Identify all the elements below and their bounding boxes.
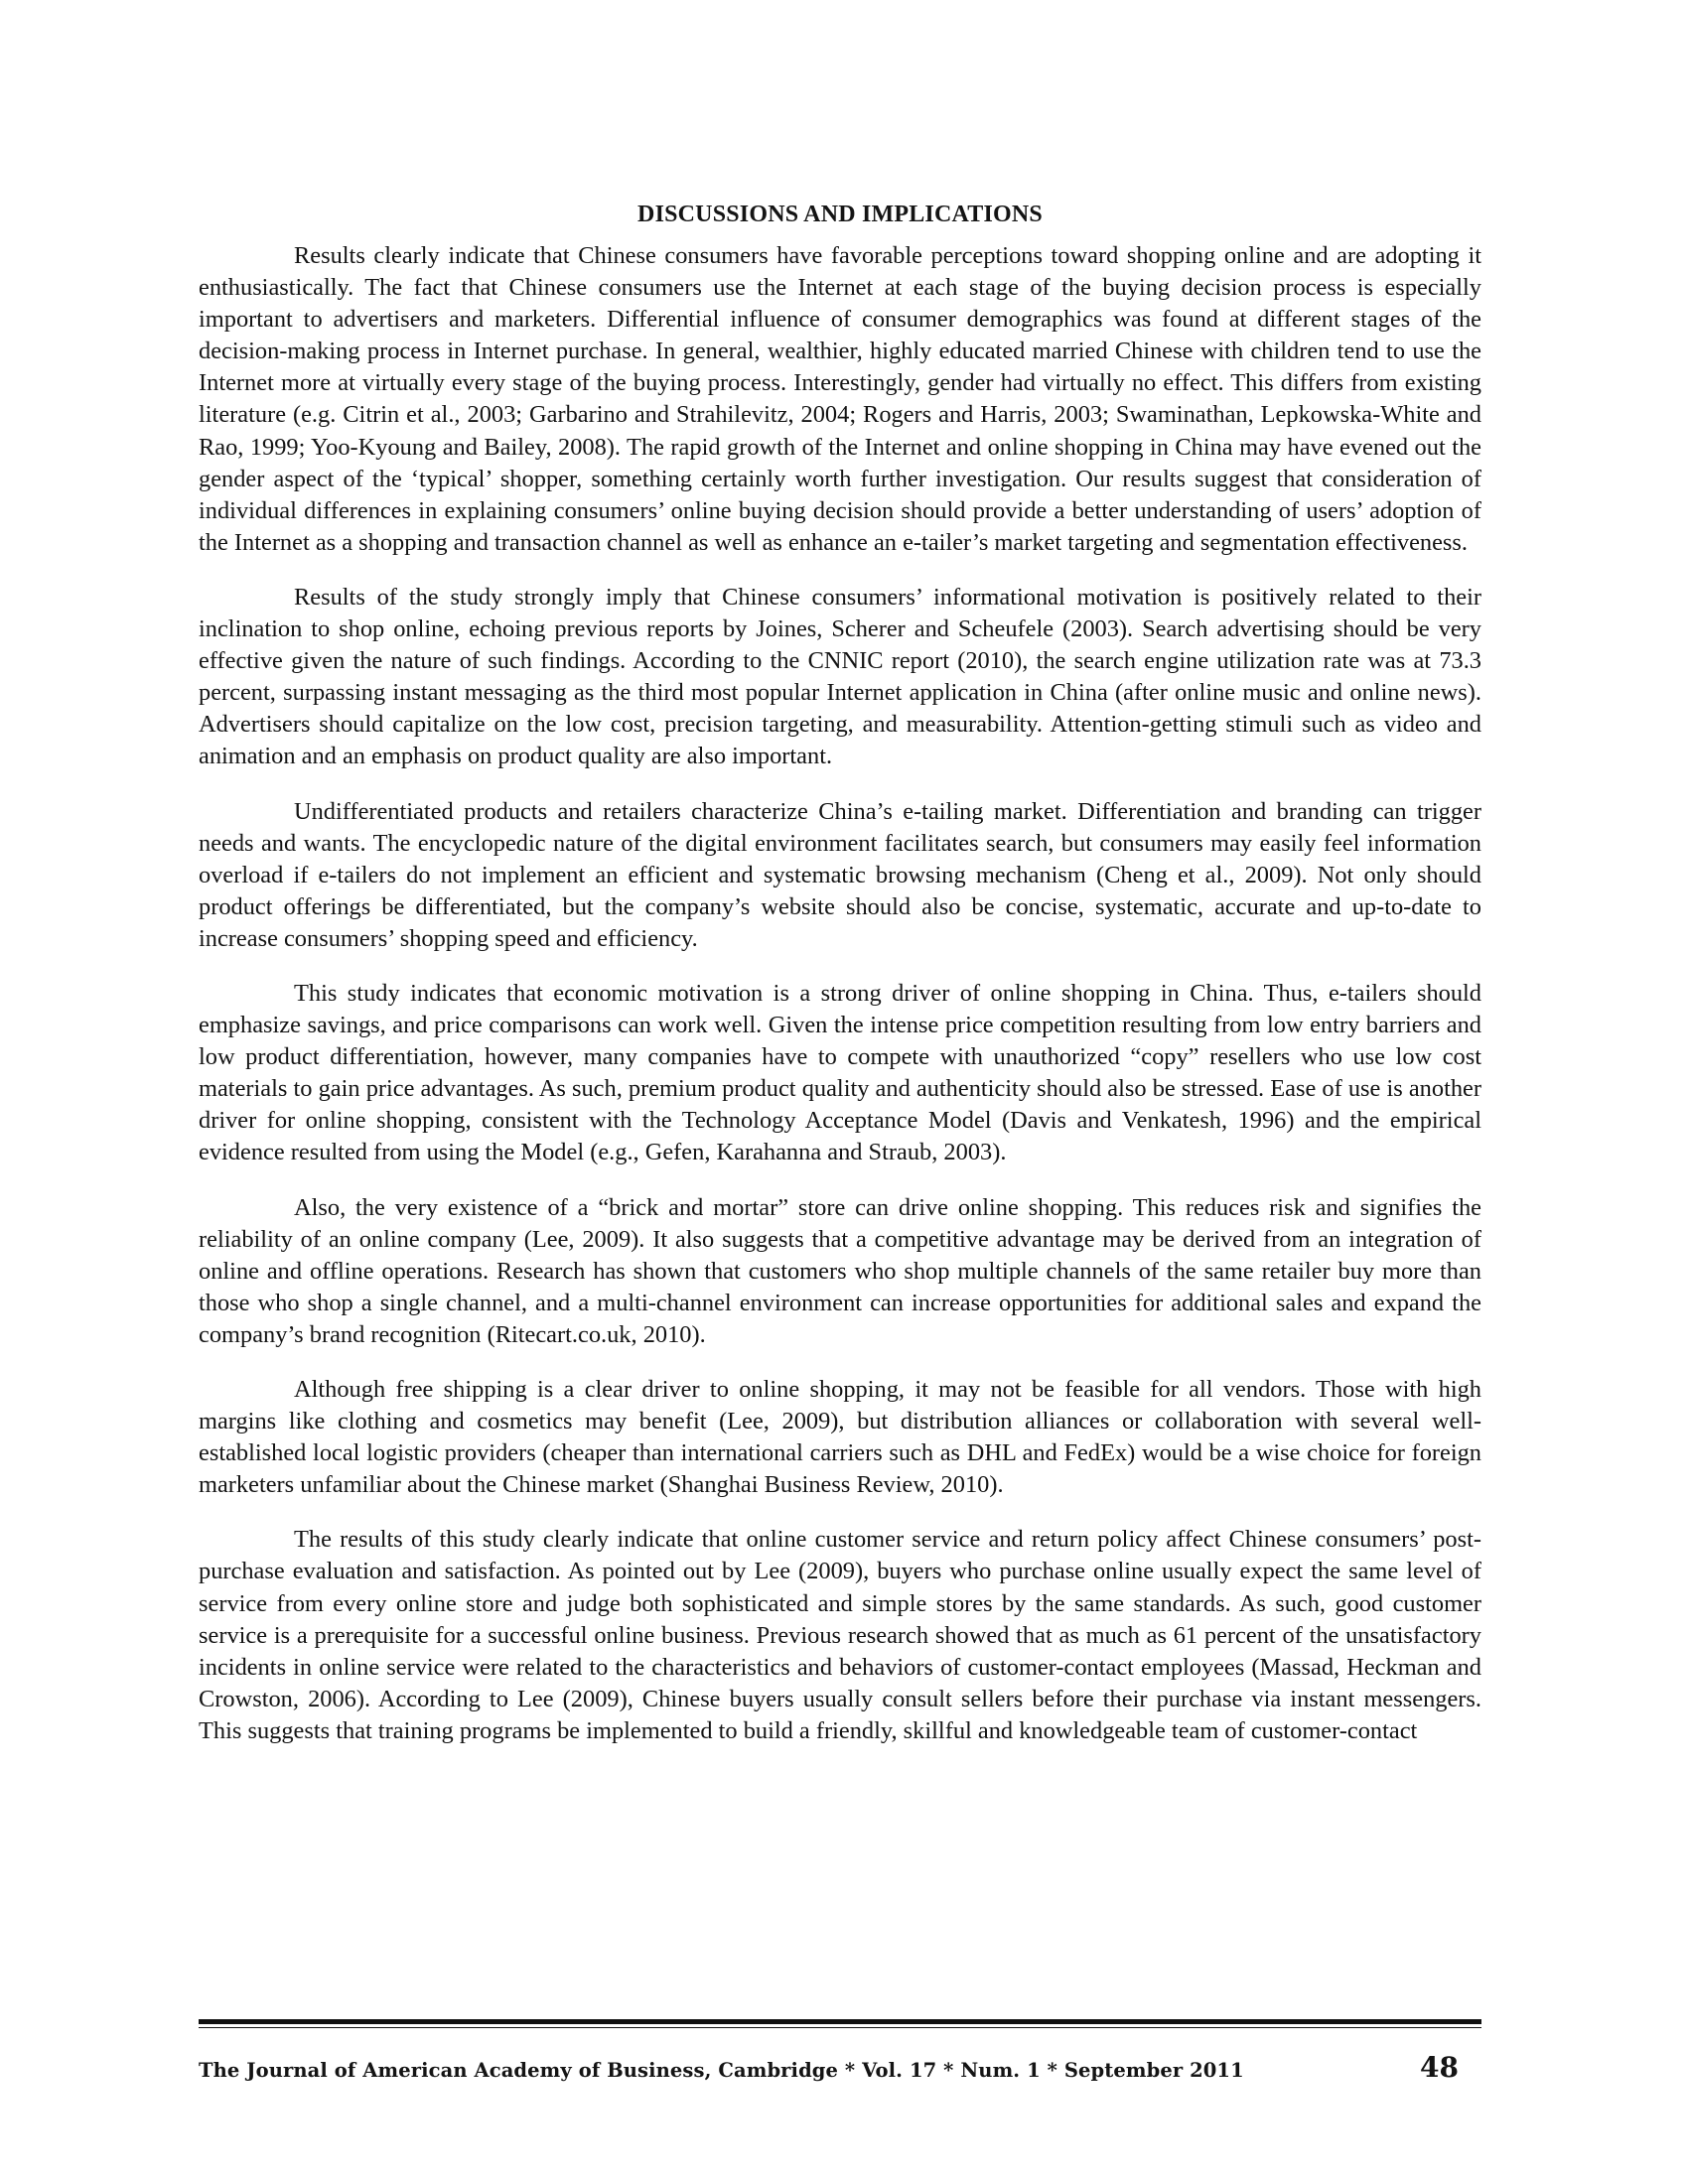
paragraph-2: Results of the study strongly imply that Chinese consumers’ informational motivation is positively related to their inclination to shop online, echoing previous reports by Joines, Scherer and Scheufele (2003). Search advertising should be very effective given the nature of such findings. According to the CNNIC report (2010), the search engine utilization rate was at 73.3 percent, surpassing instant messaging as the third most popular Internet application in China (after online music and online news). Advertisers should capitalize on the low cost, precision targeting, and measurability. Attention-getting stimuli such as video and animation and an emphasis on product quality are also important. xyxy=(199,583,1481,770)
article-body xyxy=(199,199,1481,1747)
footer-rule-thin xyxy=(199,2027,1481,2028)
section-heading: DISCUSSIONS AND IMPLICATIONS xyxy=(637,202,1043,227)
page-number: 48 xyxy=(1420,2051,1459,2084)
paragraph-1: Results clearly indicate that Chinese consumers have favorable perceptions toward shopping online and are adopting it enthusiastically. The fact that Chinese consumers use the Internet at each stage of the buying decision process is especially important to advertisers and marketers. Differential influence of consumer demographics was found at different stages of the decision-making process in Internet purchase. In general, wealthier, highly educated married Chinese with children tend to use the Internet more at virtually every stage of the buying process. Interestingly, gender had virtually no effect. This differs from existing literature (e.g. Citrin et al., 2003; Garbarino and Strahilevitz, 2004; Rogers and Harris, 2003; Swaminathan, Lepkowska-White and Rao, 1999; Yoo-Kyoung and Bailey, 2008). The rapid growth of the Internet and online shopping in China may have evened out the gender aspect of the ‘typical’ shopper, something certainly worth further investigation. Our results suggest that consideration of individual differences in explaining consumers’ online buying decision should provide a better understanding of users’ adoption of the Internet as a shopping and transaction channel as well as enhance an e-tailer’s market targeting and segmentation effectiveness. xyxy=(199,242,1481,556)
paragraph-5: Also, the very existence of a “brick and mortar” store can drive online shopping. This reduces risk and signifies the reliability of an online company (Lee, 2009). It also suggests that a competitive advantage may be derived from an integration of online and offline operations. Research has shown that customers who shop multiple channels of the same retailer buy more than those who shop a single channel, and a multi-channel environment can increase opportunities for additional sales and expand the company’s brand recognition (Ritecart.co.uk, 2010). xyxy=(199,1193,1481,1348)
paragraph-3: Undifferentiated products and retailers characterize China’s e-tailing market. Differentiation and branding can trigger needs and wants. The encyclopedic nature of the digital environment facilitates search, but consumers may easily feel information overload if e-tailers do not implement an efficient and systematic browsing mechanism (Cheng et al., 2009). Not only should product offerings be differentiated, but the company’s website should also be concise, systematic, accurate and up-to-date to increase consumers’ shopping speed and efficiency. xyxy=(199,797,1481,952)
footer-rule xyxy=(199,2019,1481,2029)
footer-rule-thick xyxy=(199,2019,1481,2024)
paragraph-7: The results of this study clearly indicate that online customer service and return policy affect Chinese consumers’ post-purchase evaluation and satisfaction. As pointed out by Lee (2009), buyers who purchase online usually expect the same level of service from every online store and judge both sophisticated and simple stores by the same standards. As such, good customer service is a prerequisite for a successful online business. Previous research showed that as much as 61 percent of the unsatisfactory incidents in online service were related to the characteristics and behaviors of customer-contact employees (Massad, Heckman and Crowston, 2006). According to Lee (2009), Chinese buyers usually consult sellers before their purchase via instant messengers. This suggests that training programs be implemented to build a friendly, skillful and knowledgeable team of customer-contact xyxy=(199,1526,1481,1744)
paragraph-6: Although free shipping is a clear driver to online shopping, it may not be feasible for all vendors. Those with high margins like clothing and cosmetics may benefit (Lee, 2009), but distribution alliances or collaboration with several well-established local logistic providers (cheaper than international carriers such as DHL and FedEx) would be a wise choice for foreign marketers unfamiliar about the Chinese market (Shanghai Business Review, 2010). xyxy=(199,1376,1481,1499)
paragraph-4: This study indicates that economic motivation is a strong driver of online shopping in China. Thus, e-tailers should emphasize savings, and price comparisons can work well. Given the intense price competition resulting from low entry barriers and low product differentiation, however, many companies have to compete with unauthorized “copy” resellers who use low cost materials to gain price advantages. As such, premium product quality and authenticity should also be stressed. Ease of use is another driver for online shopping, consistent with the Technology Acceptance Model (Davis and Venkatesh, 1996) and the empirical evidence resulted from using the Model (e.g., Gefen, Karahanna and Straub, 2003). xyxy=(199,979,1481,1166)
journal-citation: The Journal of American Academy of Business, Cambridge * Vol. 17 * Num. 1 * September 2011 xyxy=(199,2059,1244,2082)
